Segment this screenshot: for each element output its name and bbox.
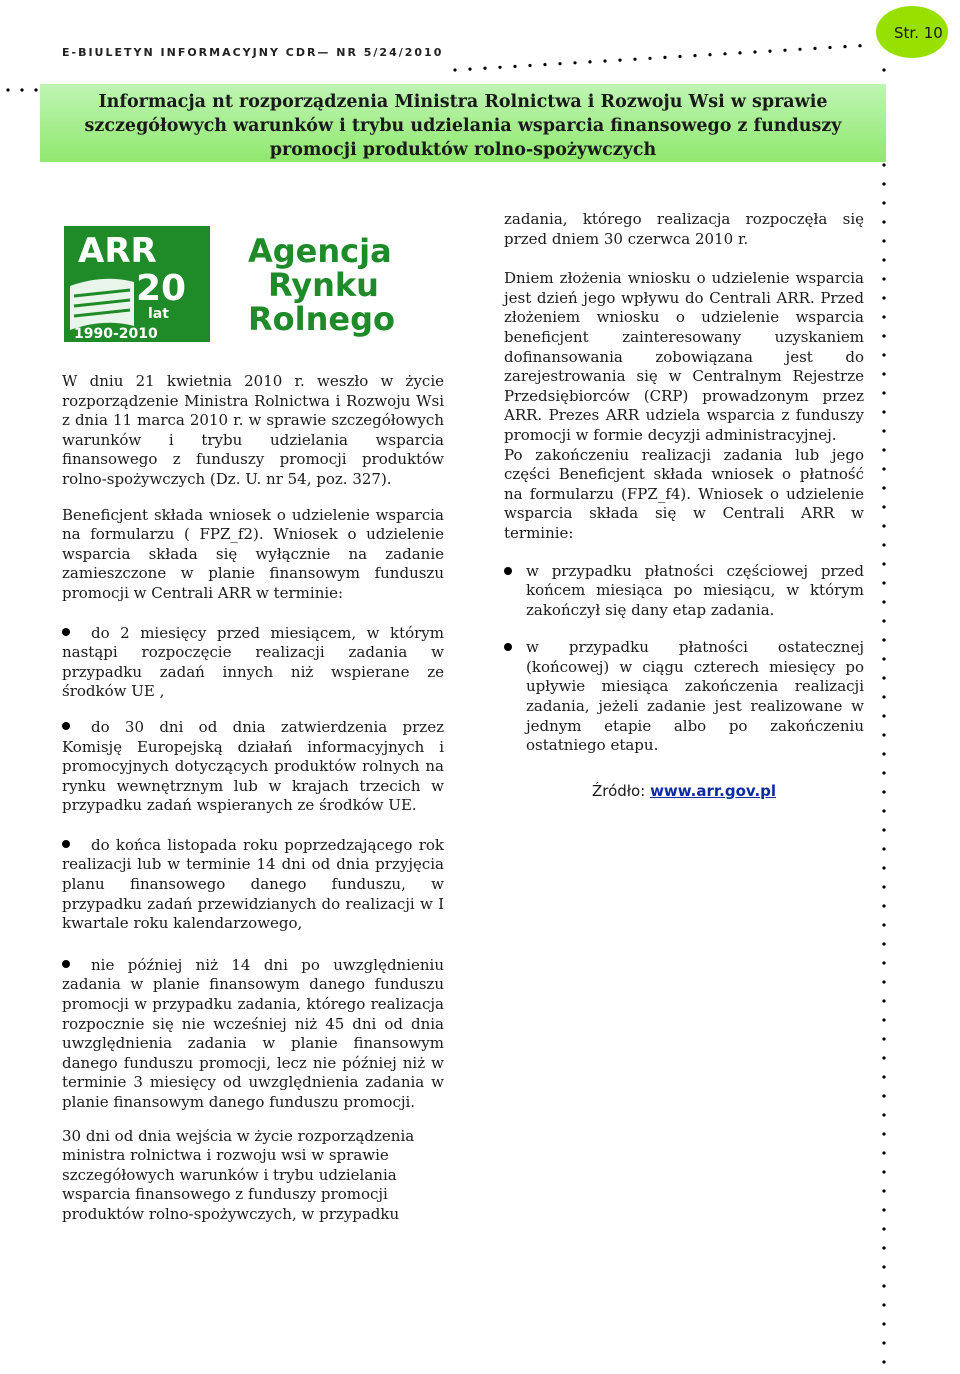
decor-dot — [882, 543, 885, 546]
decor-dot — [34, 88, 37, 91]
bullet-icon — [62, 722, 70, 730]
logo-rolnego-text: Rolnego — [248, 300, 395, 338]
decor-dot — [882, 904, 885, 907]
decor-dot — [882, 999, 885, 1002]
source-link[interactable]: www.arr.gov.pl — [650, 781, 777, 800]
decor-dot — [882, 562, 885, 565]
decor-dot — [882, 1170, 885, 1173]
decor-dot — [453, 68, 456, 71]
source-label: Źródło: — [591, 781, 646, 800]
article-title-box — [40, 84, 886, 162]
decor-dot — [882, 505, 885, 508]
decor-dot — [882, 220, 885, 223]
decor-dot — [513, 65, 516, 68]
decor-dot — [882, 1075, 885, 1078]
decor-dot — [882, 942, 885, 945]
logo-years-text: 1990-2010 — [74, 326, 158, 342]
submission-paragraph: Dniem złożenia wniosku o udzielenie wsparcia jest dzień jego wpływu do Centrali ARR. Przed złożeniem wniosku o udzielenie wsparcia beneficjent zainteresowany uzyskaniem dofinansowania zobowiązana jest do zarejestrowania się w Centralnym Rejestrze Przedsiębiorców (CRP) prowadzonym przez ARR. Prezes ARR udziela wsparcia z funduszy promocji w formie decyzji administracyjnej. — [504, 269, 864, 444]
decor-dot — [882, 961, 885, 964]
decor-dot — [882, 353, 885, 356]
decor-dot — [882, 1265, 885, 1268]
decor-dot — [882, 1151, 885, 1154]
decor-dot — [882, 448, 885, 451]
decor-dot — [882, 733, 885, 736]
title-line-3: promocji produktów rolno-spożywczych — [269, 140, 657, 160]
application-paragraph: Beneficjent składa wniosek o udzielenie wsparcia na formularzu ( FPZ_f2). Wniosek o udzielenie wsparcia składa się wyłącznie na zadanie zamieszczone w planie finansowym funduszu promocji w Centrali ARR w terminie: — [62, 505, 444, 602]
decor-dot — [843, 45, 846, 48]
decor-dot — [882, 1303, 885, 1306]
decor-dot — [813, 47, 816, 50]
payment-item-2: w przypadku płatności ostatecznej (końcowej) w ciągu czterech miesięcy po upływie miesiąca zakończenia realizacji zadania, jeżeli zadanie jest realizowane w jednym etapie albo po zakończeniu ostatniego etapu. — [504, 638, 864, 756]
decor-dot — [882, 277, 885, 280]
arr-logo — [64, 226, 444, 344]
decor-dot — [753, 50, 756, 53]
decor-dot — [882, 1018, 885, 1021]
publication-header: E-BIULETYN INFORMACYJNY CDR— NR 5/24/2010 — [62, 46, 444, 59]
decor-dot — [6, 88, 9, 91]
decor-dot — [543, 63, 546, 66]
decor-dot — [573, 61, 576, 64]
decor-dot — [882, 866, 885, 869]
decor-dot — [882, 752, 885, 755]
decor-dot — [882, 1189, 885, 1192]
bullet-icon — [62, 840, 70, 848]
decor-dot — [738, 51, 741, 54]
decor-dot — [708, 53, 711, 56]
decor-dot — [783, 49, 786, 52]
decor-dot — [882, 638, 885, 641]
decor-dot — [882, 1037, 885, 1040]
decor-dot — [693, 54, 696, 57]
decor-dot — [882, 600, 885, 603]
decor-dot — [882, 847, 885, 850]
decor-dot — [558, 62, 561, 65]
decor-dot — [882, 695, 885, 698]
decor-dot — [882, 1094, 885, 1097]
logo-lat-text: lat — [148, 306, 169, 322]
decor-dot — [882, 809, 885, 812]
decor-dot — [882, 182, 885, 185]
logo-arr-text: ARR — [78, 231, 157, 271]
decor-dot — [768, 50, 771, 53]
decor-dot — [882, 771, 885, 774]
decor-dot — [882, 296, 885, 299]
decor-dot — [882, 581, 885, 584]
closing-paragraph: 30 dni od dnia wejścia w życie rozporządzenia ministra rolnictwa i rozwoju wsi w sprawie szczegółowych warunków i trybu udzielania wsparcia finansowego z funduszy promocji produktów rolno-spożywczych, w przypadku — [62, 1126, 415, 1223]
decor-dot — [663, 56, 666, 59]
payment-paragraph: Po zakończeniu realizacji zadania lub jego części Beneficjent składa wniosek o płatność na formularzu (FPZ_f4). Wniosek o udzielenie wsparcia składa się w Centrali ARR w terminie: — [504, 445, 864, 542]
decor-dot — [882, 1208, 885, 1211]
decor-dot — [882, 201, 885, 204]
decor-dot — [882, 429, 885, 432]
decor-dot — [828, 46, 831, 49]
deadline-item-2: do 30 dni od dnia zatwierdzenia przez Komisję Europejską działań informacyjnych i promocyjnych dotyczących produktów rolnych na rynku wewnętrznym lub w krajach trzecich w przypadku zadań wspieranych ze środków UE. — [62, 717, 444, 815]
decor-dot — [882, 1360, 885, 1363]
logo-20-text: 20 — [136, 268, 187, 309]
decor-dot — [588, 60, 591, 63]
decor-dot — [882, 828, 885, 831]
bullet-icon — [62, 960, 70, 968]
decor-dot — [468, 68, 471, 71]
decor-dot — [882, 1132, 885, 1135]
payment-item-1: w przypadku płatności częściowej przed końcem miesiąca po miesiącu, w którym zakończył się dany etap zadania. — [504, 562, 864, 621]
title-line-1: Informacja nt rozporządzenia Ministra Rolnictwa i Rozwoju Wsi w sprawie — [98, 92, 828, 112]
decor-dot — [882, 923, 885, 926]
logo-agencja-text: Agencja — [248, 232, 392, 270]
decor-dot — [648, 57, 651, 60]
decor-dot — [618, 59, 621, 62]
bullet-icon — [62, 628, 70, 636]
bullet-icon — [504, 643, 512, 651]
source-line — [504, 782, 864, 802]
decor-dot — [882, 372, 885, 375]
intro-paragraph: W dniu 21 kwietnia 2010 r. weszło w życie rozporządzenie Ministra Rolnictwa i Rozwoju Wsi z dnia 11 marca 2010 r. w sprawie szczegółowych warunków i trybu udzielania wsparcia finansowego z funduszy promocji produktów rolno-spożywczych (Dz. U. nr 54, poz. 327). — [62, 372, 444, 488]
logo-rynku-text: Rynku — [268, 266, 379, 304]
page-number-badge — [876, 6, 948, 58]
left-column — [62, 372, 444, 1225]
decor-dot — [882, 1284, 885, 1287]
decor-dot — [882, 885, 885, 888]
decor-dot — [603, 59, 606, 62]
decor-dot — [882, 1227, 885, 1230]
decor-dot — [882, 1056, 885, 1059]
continuation-paragraph: zadania, którego realizacja rozpoczęła się przed dniem 30 czerwca 2010 r. — [504, 210, 864, 248]
page-number: Str. 10 — [894, 24, 943, 42]
decor-dot — [498, 66, 501, 69]
decor-dot — [528, 64, 531, 67]
decor-dot — [882, 1113, 885, 1116]
decor-dot — [882, 315, 885, 318]
deadline-item-3: do końca listopada roku poprzedzającego rok realizacji lub w terminie 14 dni od dnia przyjęcia planu finansowego danego funduszu, w przypadku zadań przewidzianych do realizacji w I kwartale roku kalendarzowego, — [62, 835, 444, 933]
decor-dot — [723, 52, 726, 55]
decor-dot — [882, 486, 885, 489]
decor-dot — [882, 1246, 885, 1249]
decor-dot — [882, 334, 885, 337]
decor-dot — [483, 67, 486, 70]
decor-dot — [798, 48, 801, 51]
decor-dot — [882, 258, 885, 261]
decor-dot — [882, 68, 885, 71]
title-line-2: szczegółowych warunków i trybu udzielania wsparcia finansowego z funduszy — [84, 116, 842, 136]
decor-dot — [882, 1341, 885, 1344]
decor-dot — [882, 410, 885, 413]
decor-dot — [633, 58, 636, 61]
decor-dot — [882, 239, 885, 242]
decor-dot — [882, 676, 885, 679]
bullet-icon — [504, 567, 512, 575]
decor-dot — [882, 657, 885, 660]
decor-dot — [678, 55, 681, 58]
decor-dot — [882, 163, 885, 166]
right-column — [504, 210, 864, 801]
decor-dot — [882, 524, 885, 527]
decor-dot — [882, 714, 885, 717]
decor-dot — [882, 980, 885, 983]
decor-dot — [882, 790, 885, 793]
decor-dot — [882, 467, 885, 470]
decor-dot — [882, 1322, 885, 1325]
decor-dot — [858, 44, 861, 47]
decor-dot — [882, 391, 885, 394]
decor-dot — [882, 619, 885, 622]
deadline-item-1: do 2 miesięcy przed miesiącem, w którym nastąpi rozpoczęcie realizacji zadania w przypadku zadań innych niż wspierane ze środków UE , — [62, 623, 444, 701]
deadline-item-4: nie później niż 14 dni po uwzględnieniu zadania w planie finansowym danego funduszu promocji w przypadku zadania, którego realizacja rozpocznie się nie wcześniej niż 45 dni od dnia uwzględnienia zadania w planie finansowym danego funduszu promocji, lecz nie później niż w terminie 3 miesięcy od uwzględnienia zadania w planie finansowym danego funduszu promocji. — [62, 955, 444, 1111]
decor-dot — [20, 88, 23, 91]
